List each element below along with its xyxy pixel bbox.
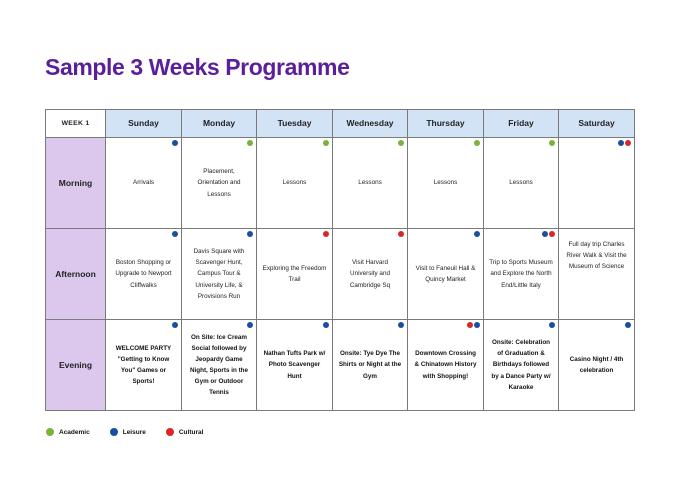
week-label: WEEK 1 xyxy=(46,110,106,138)
category-dots xyxy=(247,322,253,328)
leisure-dot-icon xyxy=(542,231,548,237)
day-header-tuesday: Tuesday xyxy=(257,110,333,138)
activity-text: Visit Harvard University and Cambridge Sq xyxy=(349,259,391,289)
category-dots xyxy=(398,140,404,146)
activity-text: Lessons xyxy=(358,179,382,187)
legend-item-cultural xyxy=(166,428,204,436)
cultural-dot-icon xyxy=(323,231,329,237)
leisure-dot-icon xyxy=(247,322,253,328)
activity-text: Casino Night / 4th celebration xyxy=(569,355,624,374)
cell-afternoon-monday xyxy=(182,229,257,320)
period-afternoon: Afternoon xyxy=(46,229,106,320)
day-header-saturday: Saturday xyxy=(559,110,635,138)
day-header-thursday: Thursday xyxy=(408,110,484,138)
activity-text: Boston Shopping or Upgrade to Newport Cliffwalks xyxy=(115,259,172,289)
legend-label-academic: Academic xyxy=(59,428,90,436)
cultural-dot-icon xyxy=(467,322,473,328)
category-dots xyxy=(474,231,480,237)
academic-dot-icon xyxy=(323,140,329,146)
leisure-dot-icon xyxy=(618,140,624,146)
cultural-dot-icon xyxy=(398,231,404,237)
leisure-dot-icon xyxy=(474,231,480,237)
activity-text: Davis Square with Scavenger Hunt, Campus Tour & University Life, & Provisions Run xyxy=(193,248,245,300)
leisure-dot-icon xyxy=(172,322,178,328)
legend-label-leisure: Leisure xyxy=(122,428,146,436)
cell-evening-monday xyxy=(182,320,257,411)
morning-row xyxy=(46,138,635,229)
cultural-dot-icon xyxy=(625,140,631,146)
leisure-dot-icon xyxy=(110,428,118,436)
academic-dot-icon xyxy=(549,140,555,146)
category-dots xyxy=(172,322,178,328)
cultural-dot-icon xyxy=(166,428,174,436)
category-dots xyxy=(247,231,253,237)
cell-evening-sunday xyxy=(106,320,182,411)
cell-evening-wednesday xyxy=(333,320,408,411)
leisure-dot-icon xyxy=(247,231,253,237)
activity-text: Downtown Crossing & Chinatown History with Shopping! xyxy=(414,350,477,380)
category-dots xyxy=(247,140,253,146)
cell-afternoon-sunday xyxy=(106,229,182,320)
academic-dot-icon xyxy=(247,140,253,146)
cell-morning-sunday xyxy=(106,138,182,229)
category-dots xyxy=(467,322,480,328)
category-dots xyxy=(172,140,178,146)
activity-text: Onsite: Tye Dye The Shirts or Night at the Gym xyxy=(338,350,402,380)
cell-evening-friday xyxy=(484,320,559,411)
leisure-dot-icon xyxy=(323,322,329,328)
category-dots xyxy=(618,140,631,146)
activity-text: On Site: Ice Cream Social followed by Jeopardy Game Night, Sports in the Gym or Outdoor Tennis xyxy=(189,333,249,397)
category-dots xyxy=(398,231,404,237)
leisure-dot-icon xyxy=(172,140,178,146)
activity-text: Full day trip Charles River Walk & Visit the Museum of Science xyxy=(566,240,627,270)
legend-item-academic xyxy=(46,428,90,436)
activity-text: Arrivals xyxy=(133,179,154,187)
activity-text: Nathan Tufts Park w/ Photo Scavenger Hunt xyxy=(263,350,326,380)
legend xyxy=(46,428,203,436)
cell-afternoon-friday xyxy=(484,229,559,320)
activity-text: Lessons xyxy=(509,179,533,187)
day-header-wednesday: Wednesday xyxy=(333,110,408,138)
legend-label-cultural: Cultural xyxy=(178,428,204,436)
afternoon-row xyxy=(46,229,635,320)
category-dots xyxy=(542,231,555,237)
schedule-table xyxy=(45,109,635,411)
academic-dot-icon xyxy=(474,140,480,146)
academic-dot-icon xyxy=(398,140,404,146)
leisure-dot-icon xyxy=(549,322,555,328)
cell-afternoon-thursday xyxy=(408,229,484,320)
activity-text: Onsite: Celebration of Graduation & Birthdays followed by a Dance Party w/ Karaoke xyxy=(491,339,551,391)
leisure-dot-icon xyxy=(625,322,631,328)
category-dots xyxy=(323,231,329,237)
page-title: Sample 3 Weeks Programme xyxy=(45,54,350,80)
academic-dot-icon xyxy=(46,428,54,436)
activity-text: WELCOME PARTY "Getting to Know You" Games or Sports! xyxy=(115,344,172,386)
category-dots xyxy=(398,322,404,328)
cell-morning-thursday xyxy=(408,138,484,229)
header-row xyxy=(46,110,635,138)
cell-evening-saturday xyxy=(559,320,635,411)
leisure-dot-icon xyxy=(172,231,178,237)
day-header-sunday: Sunday xyxy=(106,110,182,138)
cell-morning-saturday xyxy=(559,138,635,270)
cell-morning-tuesday xyxy=(257,138,333,229)
activity-text: Visit to Faneuil Hall & Quincy Market xyxy=(415,264,476,283)
day-header-monday: Monday xyxy=(182,110,257,138)
period-evening: Evening xyxy=(46,320,106,411)
legend-item-leisure xyxy=(110,428,146,436)
category-dots xyxy=(474,140,480,146)
leisure-dot-icon xyxy=(398,322,404,328)
category-dots xyxy=(323,322,329,328)
category-dots xyxy=(172,231,178,237)
day-header-friday: Friday xyxy=(484,110,559,138)
cell-afternoon-wednesday xyxy=(333,229,408,320)
cell-evening-thursday xyxy=(408,320,484,411)
category-dots xyxy=(625,322,631,328)
activity-text: Lessons xyxy=(282,179,307,187)
cell-morning-friday xyxy=(484,138,559,229)
category-dots xyxy=(549,140,555,146)
period-morning: Morning xyxy=(46,138,106,229)
leisure-dot-icon xyxy=(474,322,480,328)
cell-morning-monday xyxy=(182,138,257,229)
activity-text: Exploring the Freedom Trail xyxy=(262,264,327,283)
category-dots xyxy=(323,140,329,146)
activity-text: Lessons xyxy=(433,179,458,187)
activity-text: Placement, Orientation and Lessons xyxy=(197,168,241,198)
activity-text: Trip to Sports Museum and Explore the North End/Little Italy xyxy=(489,259,553,289)
cultural-dot-icon xyxy=(549,231,555,237)
category-dots xyxy=(549,322,555,328)
cell-morning-wednesday xyxy=(333,138,408,229)
cell-afternoon-tuesday xyxy=(257,229,333,320)
evening-row xyxy=(46,320,635,411)
cell-evening-tuesday xyxy=(257,320,333,411)
